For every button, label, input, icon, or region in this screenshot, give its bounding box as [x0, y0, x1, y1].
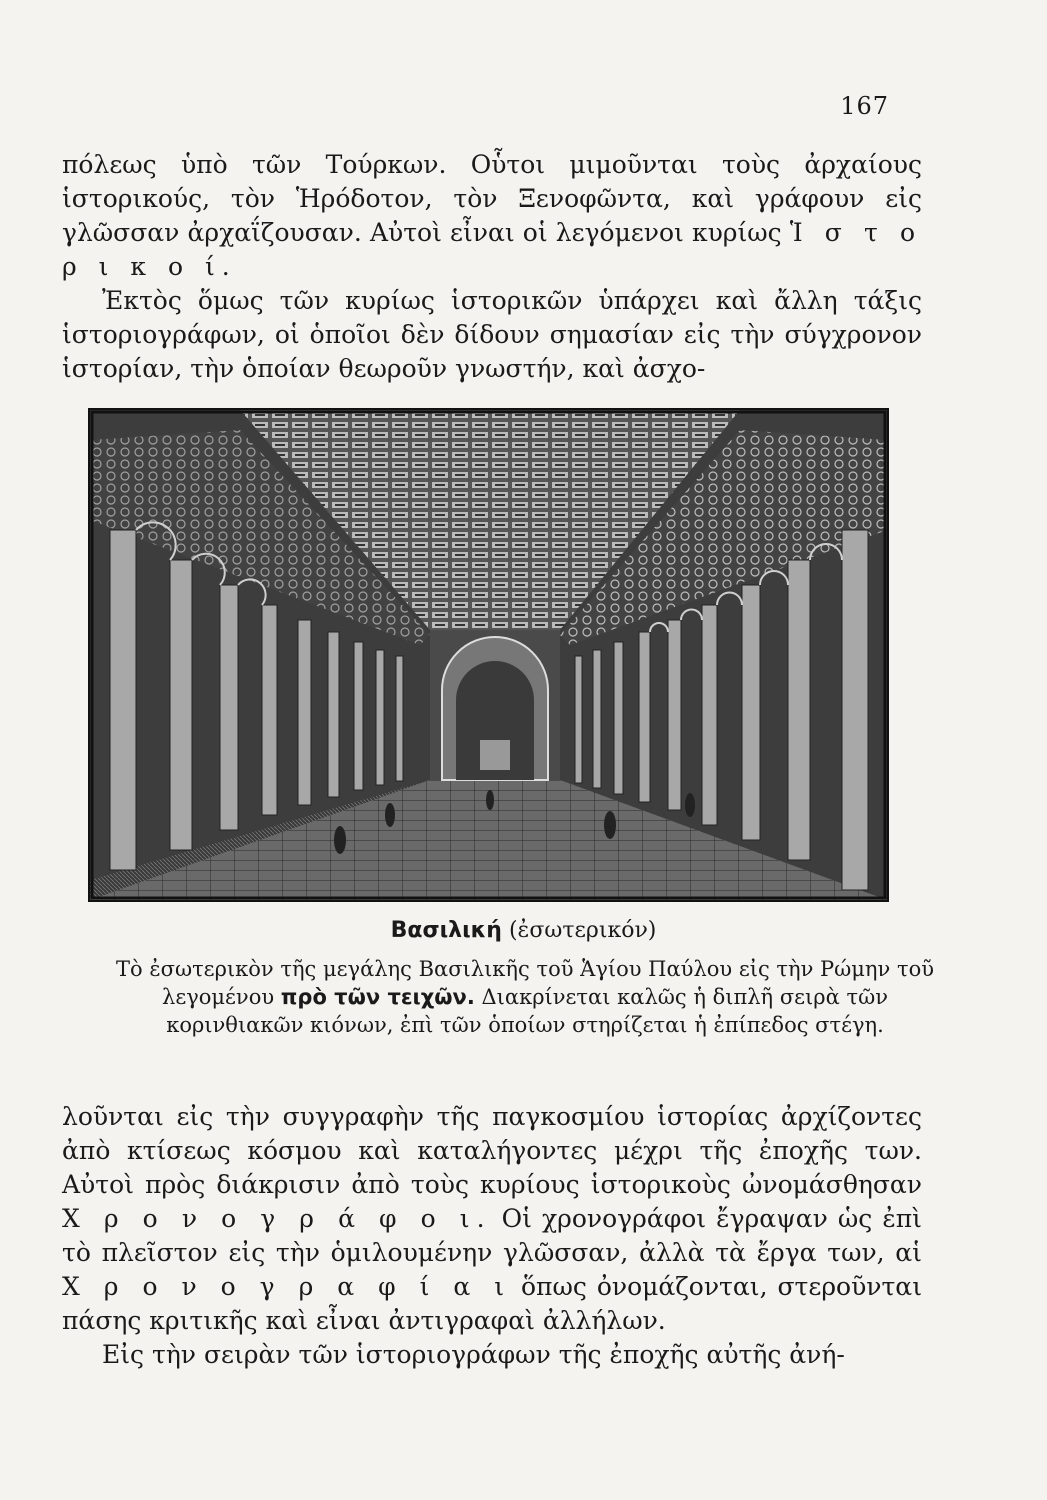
- bottom-text-block: [62, 1100, 922, 1372]
- caption-title: [0, 918, 1047, 943]
- page-number: 167: [840, 92, 889, 120]
- paragraph-3-part-1: λοῦνται εἰς τὴν συγγραφὴν τῆς παγκοσμίου ἱστορίας ἀρχίζοντες ἀπὸ κτίσεως κόσμου καὶ καταλήγοντες μέχρι τῆς ἐποχῆς των. Αὐτοὶ πρὸς διάκρισιν ἀπὸ τοὺς κυρίους ἱστορικοὺς ὠνομάσθησαν: [62, 1102, 922, 1199]
- term-chronografiai: Χ ρ ο ν ο γ ρ α φ ί α ι: [62, 1272, 511, 1301]
- paragraph-4: Εἰς τὴν σειρὰν τῶν ἱστοριογράφων τῆς ἐποχῆς αὐτῆς ἀνή-: [102, 1340, 845, 1369]
- basilica-interior-illustration: [90, 410, 887, 900]
- paragraph-3: [62, 1100, 922, 1338]
- term-chronografoi: Χ ρ ο ν ο γ ρ ά φ ο ι.: [62, 1204, 492, 1233]
- paragraph-3-part-2: Οἱ χρονογράφοι ἔγραψαν ὡς ἐπὶ τὸ πλεῖστον εἰς τὴν ὁμιλουμένην γλῶσσαν, ἀλλὰ τὰ ἔργα των, αἱ: [62, 1204, 922, 1267]
- paragraph-1: [62, 148, 922, 284]
- top-text-block: [62, 148, 922, 386]
- basilica-engraving: [88, 408, 889, 902]
- caption-bold: πρὸ τῶν τειχῶν.: [280, 985, 475, 1009]
- caption-title-main: Βασιλική: [390, 918, 502, 943]
- caption-body: [110, 955, 940, 1039]
- caption-part-1: Τὸ ἐσωτερικὸν τῆς μεγάλης Βασιλικῆς τοῦ Ἁγίου Παύλου εἰς τὴν Ρώμην τοῦ λεγομένου: [116, 957, 934, 1009]
- paragraph-1-text: πόλεως ὑπὸ τῶν Τούρκων. Οὗτοι μιμοῦνται τοὺς ἀρχαίους ἱστορικούς, τὸν Ἡρόδοτον, τὸν Ξενοφῶντα, καὶ γράφουν εἰς γλῶσσαν ἀρχαΐζουσαν. Αὐτοὶ εἶναι οἱ λεγόμενοι κυρίως: [62, 150, 922, 247]
- caption-title-note: (ἐσωτερικόν): [508, 918, 657, 943]
- paragraph-3-part-3: ὅπως ὀνομάζονται, στεροῦνται πάσης κριτικῆς καὶ εἶναι ἀντιγραφαὶ ἀλλήλων.: [62, 1272, 922, 1335]
- term-istorikoi: Ἱ σ τ ο ρ ι κ ο ί.: [62, 218, 922, 281]
- caption-part-2: Διακρίνεται καλῶς ἡ διπλῆ σειρὰ τῶν κορινθιακῶν κιόνων, ἐπὶ τῶν ὁποίων στηρίζεται ἡ ἐπίπεδος στέγη.: [166, 985, 888, 1037]
- paragraph-2: Ἐκτὸς ὅμως τῶν κυρίως ἱστορικῶν ὑπάρχει καὶ ἄλλη τάξις ἱστοριογράφων, οἱ ὁποῖοι δὲν δίδουν σημασίαν εἰς τὴν σύγχρονον ἱστορίαν, τὴν ὁποίαν θεωροῦν γνωστήν, καὶ ἀσχο-: [62, 286, 922, 383]
